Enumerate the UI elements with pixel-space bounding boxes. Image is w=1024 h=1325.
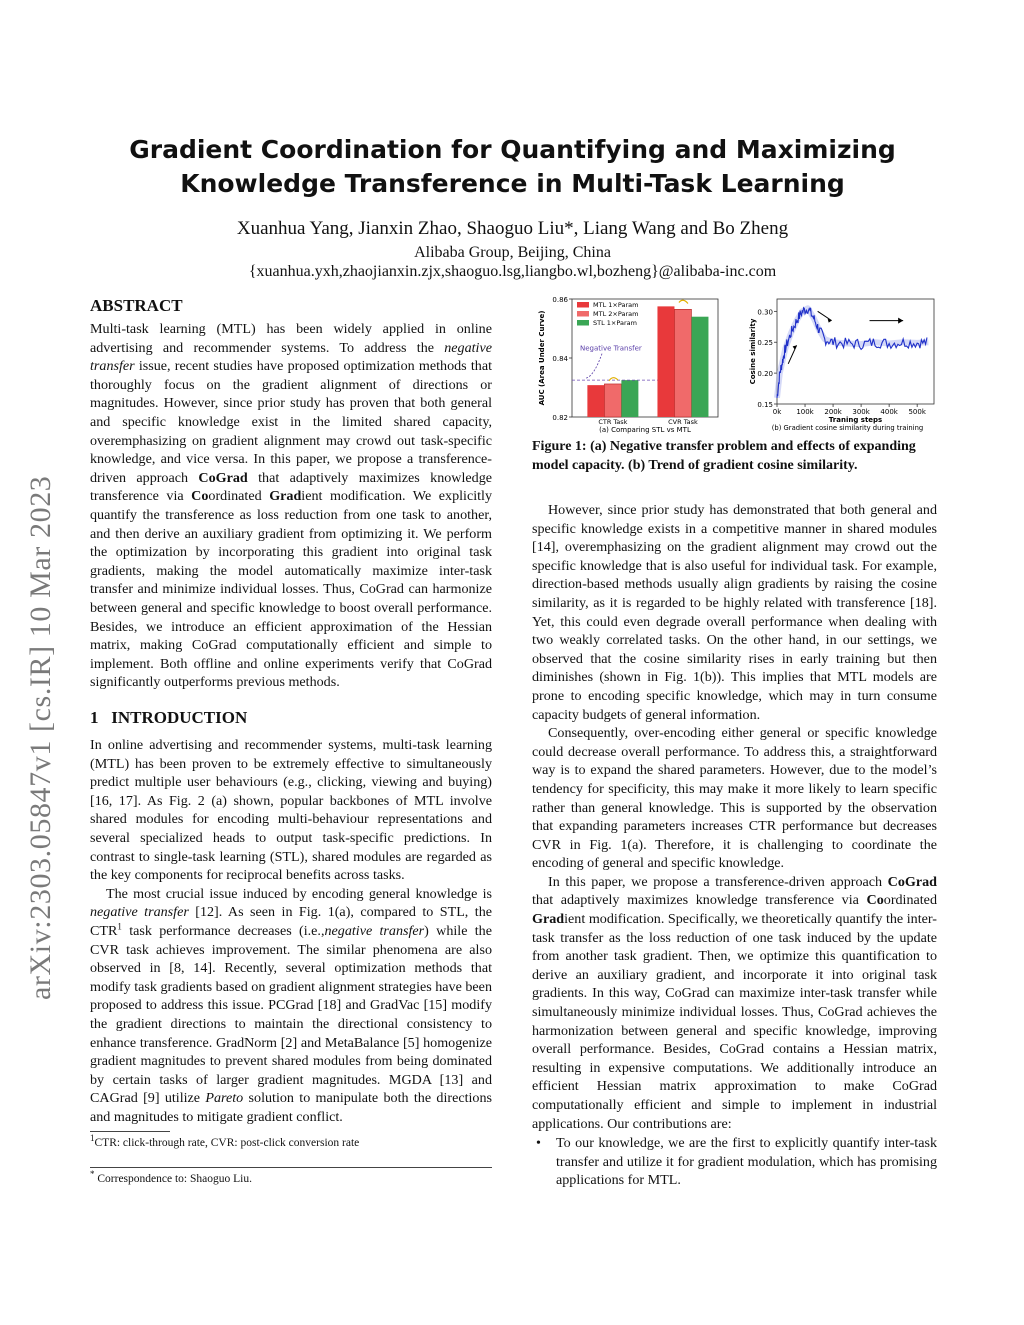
- x-axis-label: Traning steps: [828, 416, 883, 424]
- section-heading-introduction: 1 INTRODUCTION: [90, 708, 248, 727]
- y-axis-label: Cosine similarity: [749, 318, 757, 385]
- text-run: ient modification. We explicitly quantify the transference as loss reduction from one task to another, and then derive an auxiliary gradient from optimizing it. We perform the optimization by incorporating this gradient into original task gradients, making the model automatically maximize inter-task transfer and minimize individual losses. Thus, CoGrad can harmonize between general and specific knowledge to boost overall performance. Besides, we introduce an efficient approximation of the Hessian matrix, making CoGrad computationally efficient and simple to implement. Both offline and online experiments verify that CoGrad significantly outperforms previous methods.: [90, 488, 493, 691]
- text-run: ) while the CVR task achieves improvement. The similar phenomena are also observed in [8, 14]. Recently, several optimization methods that modify task gradients based on gradient alignment strategies have been proposed to address this issue. PCGrad [18] and GradVac [15] modify the gradient directions to maintain the directional consistency to enhance transference. GradNorm [2] and MetaBalance [5] homogenize gradient magnitudes to prevent shared modules from being dominated by certain tasks of larger gradient magnitudes. MGDA [13] and CAGrad [9] utilize: [90, 922, 492, 1107]
- chart-title: (a) Comparing STL vs MTL: [599, 426, 691, 434]
- text-run: Grad: [269, 488, 302, 505]
- text-run: Multi-task learning (MTL) has been widely applied in online advertising and recommender systems. To address the: [90, 321, 492, 356]
- text-run: The most crucial issue induced by encoding general knowledge is: [106, 885, 492, 902]
- text-run: issue, recent studies have proposed optimization methods that thoroughly focus on the gradient alignment of directions or magnitudes. However, since prior study has proven that both general and specific knowledge exist in the limited shared capacity, overemphasizing on gradient alignment may crowd out task-specific knowledge, and vice versa. In this paper, we propose a transference-driven approach: [90, 358, 492, 486]
- cosine-similarity-band: [777, 308, 928, 398]
- text-run: CoGrad: [887, 873, 937, 890]
- annotation-negative-transfer: Negative Transfer: [580, 344, 642, 353]
- text-run: negative transfer: [90, 339, 492, 375]
- paper-title: [90, 133, 935, 201]
- legend-swatch: [577, 311, 589, 317]
- chart-a: [538, 296, 718, 434]
- bar-stl-1-param: [621, 380, 638, 417]
- abstract-heading: ABSTRACT: [90, 296, 183, 315]
- bullet-text: To our knowledge, we are the first to explicitly quantify inter-task transfer and utilize it for gradient modulation, which has promising applications for MTL.: [556, 1135, 937, 1189]
- introduction-body: [90, 736, 492, 1126]
- bar-mtl-2-param: [674, 309, 691, 417]
- legend-label: MTL 1×Param: [593, 301, 639, 309]
- arrow-head: [898, 318, 903, 324]
- affiliation: Alibaba Group, Beijing, China: [414, 244, 611, 261]
- x-tick-label: 300k: [852, 408, 870, 416]
- bar-mtl-1-param: [657, 306, 674, 417]
- chart-title: (b) Gradient cosine similarity during training: [771, 424, 924, 432]
- text-run: In this paper, we propose a transference-driven approach: [548, 873, 888, 890]
- arrow-up-icon: [788, 345, 796, 364]
- text-run: Pareto: [205, 1090, 244, 1107]
- abstract-body: [90, 320, 492, 692]
- y-tick-label: 0.15: [757, 401, 773, 409]
- y-tick-label: 0.20: [757, 370, 773, 379]
- text-run: that adaptively maximizes knowledge transference via: [532, 892, 867, 909]
- y-axis-label: AUC (Area Under Curve): [538, 310, 546, 406]
- footnote-divider: [90, 1131, 170, 1132]
- right-paragraph-3: [532, 873, 937, 1133]
- x-tick-label: CTR Task: [598, 418, 628, 426]
- text-run: CoGrad: [198, 469, 248, 486]
- figure-1: [532, 294, 937, 436]
- footnote-2: * Correspondence to: Shaoguo Liu.: [90, 1169, 252, 1185]
- text-run: ordinated: [883, 892, 937, 909]
- title-line-2: Knowledge Transference in Multi-Task Learning: [180, 169, 845, 198]
- footnote-1: $^1$CTR: click-through rate, CVR: post-click conversion rate: [90, 1133, 360, 1149]
- text-run: In online advertising and recommender systems, multi-task learning (MTL) has been proven to be extremely effective to simultaneously predict multiple user behaviours (e.g., clicking, viewing and buying) [16, 17]. As Fig. 2 (a) shown, popular backbones of MTL involve shared modules for encoding multi-behaviour representations and several specialized heads to output task-specific predictions. In contrast to single-task learning (STL), shared modules are regarded as the key components for reciprocal benefits across tasks.: [90, 737, 492, 884]
- text-run: [12]. As seen in Fig. 1(a), compared to STL, the CTR: [90, 904, 492, 939]
- y-tick-label: 0.25: [757, 339, 773, 348]
- title-line-1: Gradient Coordination for Quantifying and Maximizing: [129, 135, 896, 164]
- text-run: negative transfer: [90, 904, 189, 921]
- arxiv-identifier: arXiv:2303.05847v1 [cs.IR] 10 Mar 2023: [24, 475, 57, 1000]
- x-tick-label: 400k: [880, 408, 898, 416]
- arrow-down-icon: [818, 311, 832, 320]
- text-run: Co: [866, 892, 884, 909]
- bar-stl-1-param: [691, 317, 708, 417]
- text-run: that adaptively maximizes knowledge transference via: [90, 469, 492, 505]
- y-tick-label: 0.30: [757, 308, 773, 317]
- text-run: task performance decreases (i.e.,: [121, 922, 325, 939]
- footnote-divider-2: [90, 1167, 492, 1168]
- text-run: ordinated: [208, 488, 270, 505]
- contribution-bullet-1: [536, 1134, 937, 1190]
- y-tick-label: 0.86: [552, 296, 568, 304]
- legend-label: MTL 2×Param: [593, 310, 639, 318]
- legend-label: STL 1×Param: [593, 319, 637, 327]
- text-run: negative transfer: [324, 922, 425, 939]
- right-paragraph-2: Consequently, over-encoding either general or specific knowledge could decrease overall performance. To address this, a straightforward way is to expand the shared parameters. However, due to the model’s tendency for specificity, this may make it more likely to learn specific rather than general knowledge. This is supported by the observation that expanding parameters increases CTR performance but decreases CVR in Fig. 1(a). Therefore, it is challenging to coordinate the encoding of general and specific knowledge.: [532, 725, 937, 872]
- legend-swatch: [577, 302, 589, 308]
- x-tick-label: 500k: [908, 408, 926, 416]
- bar-mtl-2-param: [604, 384, 621, 417]
- y-tick-label: 0.84: [552, 355, 568, 363]
- footnote-ref: 1: [117, 921, 122, 932]
- intro-paragraph-2: [90, 885, 492, 1127]
- text-run: ient modification. Specifically, we theoretically quantify the inter-task transfer as the loss reduction of one task induced by the update from another task gradient. Then, we optimize this quantification to derive an auxiliary gradient, and incorporate it into original task gradients. In this way, CoGrad can maximize inter-task transfer while simultaneously minimize individual losses. Thus, CoGrad achieves the harmonization between general and specific knowledge, improving overall performance. Besides, CoGrad contains a Hessian matrix, resulting in expensive computations. We additionally introduce an efficient Hessian matrix approximation to make CoGrad computationally efficient and simple to implement in industrial applications. Our contributions are:: [532, 911, 937, 1132]
- x-tick-label: 0k: [772, 408, 782, 416]
- text-run: Grad: [532, 911, 565, 928]
- yellow-arrow-icon: [679, 300, 688, 303]
- y-tick-label: 0.82: [552, 414, 568, 422]
- annotation-arrow: [586, 354, 602, 379]
- chart-b: [749, 299, 934, 432]
- right-column-body: [532, 501, 937, 1133]
- right-paragraph-1: However, since prior study has demonstrated that both general and specific knowledge exists in a competitive manner in shared modules [14], overemphasizing on the gradient alignment may crowd out the specific knowledge that is also useful for individual task. For example, direction-based methods usually align gradients by raising the cosine similarity, as it is regarded to be highly related with transference [18]. Yet, this could even degrade overall performance when dealing with two weakly correlated tasks. On the other hand, in our settings, we observed that the cosine similarity rises in early training but then diminishes (shown in Fig. 1(b)). This implies that MTL models are prone to encoding specific knowledge, which may in turn consume capacity budgets of general information.: [532, 502, 937, 723]
- bullet-icon: •: [536, 1135, 541, 1151]
- bar-mtl-1-param: [587, 385, 604, 417]
- intro-paragraph-1: [90, 736, 492, 885]
- x-tick-label: CVR Task: [668, 418, 698, 426]
- author-emails: {xuanhua.yxh,zhaojianxin.zjx,shaoguo.lsg,liangbo.wl,bozheng}@alibaba-inc.com: [248, 263, 777, 280]
- text-run: Co: [191, 488, 209, 505]
- author-list: Xuanhua Yang, Jianxin Zhao, Shaoguo Liu*, Liang Wang and Bo Zheng: [236, 218, 789, 239]
- x-tick-label: 200k: [824, 408, 842, 416]
- text-run: solution to manipulate both the directions and magnitudes to mitigate gradient conflict.: [90, 1090, 492, 1125]
- x-tick-label: 100k: [796, 408, 814, 416]
- figure-caption: Figure 1: (a) Negative transfer problem and effects of expanding model capacity. (b) Trend of gradient cosine similarity.: [532, 439, 916, 473]
- legend-swatch: [577, 320, 589, 326]
